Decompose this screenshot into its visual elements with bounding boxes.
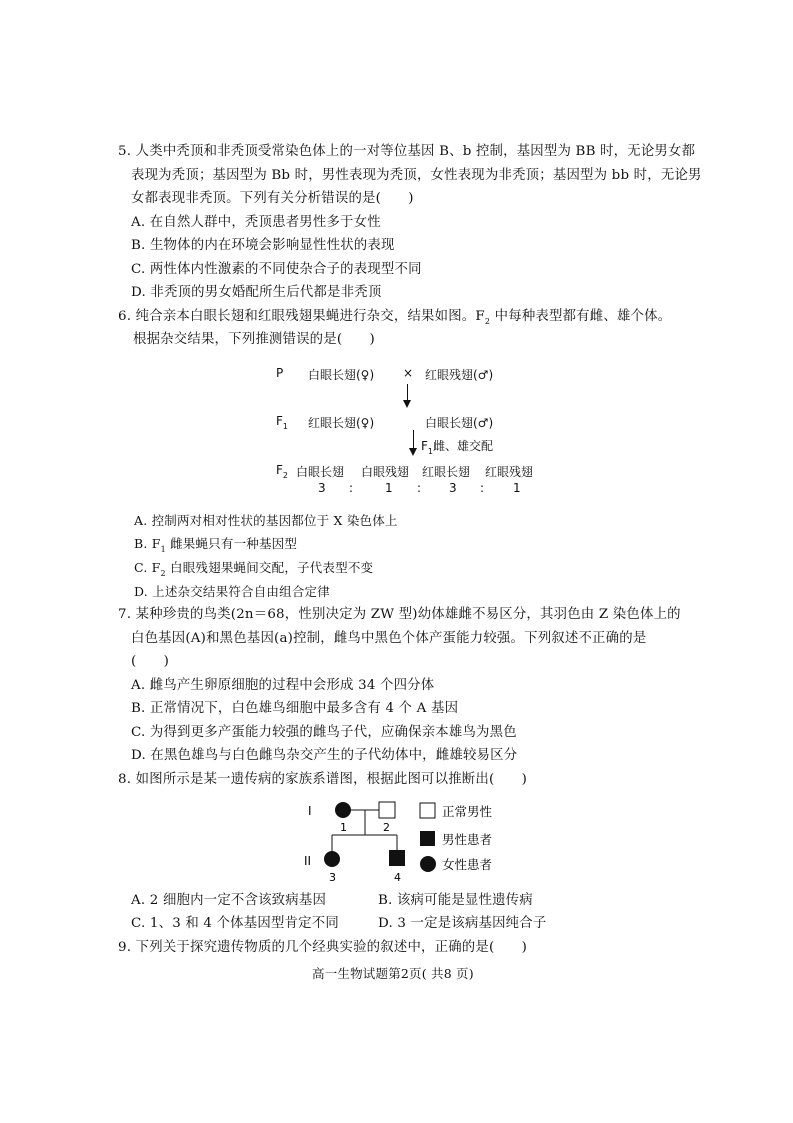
page-footer: 高一生物试题第2页( 共8 页) (312, 966, 474, 981)
f2-ratio-colon: : (349, 481, 354, 495)
q8-stem-line1: 8. 如图所示是某一遗传病的家族系谱图，根据此图可以推断出( ) (118, 772, 528, 787)
q8-option-a: A. 2 细胞内一定不含该致病基因 (131, 893, 327, 908)
p-female-phenotype: 白眼长翅(♀) (308, 368, 375, 382)
f1-cross-note-text-2: 雌、雄交配 (433, 439, 494, 453)
arrow-f1-to-f2 (413, 430, 414, 450)
q6-stem-sub: 2 (484, 317, 491, 326)
f2-generation-label (276, 463, 288, 480)
q7-stem-line3: ( ) (131, 654, 170, 669)
generation-ii-label: II (304, 854, 312, 868)
f2-ratio-value: 3 (449, 481, 457, 495)
f2-phenotype: 红眼残翅 (485, 465, 534, 479)
q5-option-b: B. 生物体的内在环境会影响显性性状的表现 (131, 238, 395, 253)
individual-3-affected-female (324, 851, 340, 867)
q5-stem-line1: 5. 人类中秃顶和非秃顶受常染色体上的一对等位基因 B、b 控制，基因型为 BB 时，无论男女都 (118, 144, 696, 159)
q6-option-c-sub: 2 (160, 569, 166, 578)
q5-stem-line3: 女都表现非秃顶。下列有关分析错误的是( ) (131, 191, 414, 206)
legend-normal-male-label: 正常男性 (442, 804, 493, 819)
q6-option-a: A. 控制两对相对性状的基因都位于 X 染色体上 (134, 513, 398, 528)
q7-option-a: A. 雌鸟产生卵原细胞的过程中会形成 34 个四分体 (131, 678, 435, 693)
f2-ratio-value: 1 (513, 481, 521, 495)
cross-symbol: × (403, 366, 414, 380)
q6-stem-line2: 根据杂交结果，下列推测错误的是( ) (133, 332, 375, 347)
individual-1-number: 1 (340, 821, 347, 834)
q5-option-a: A. 在自然人群中，秃顶患者男性多于女性 (131, 215, 381, 230)
individual-2-normal-male (379, 802, 395, 818)
f1-female-phenotype: 红眼长翅(♀) (308, 416, 375, 430)
q6-option-d: D. 上述杂交结果符合自由组合定律 (134, 584, 330, 599)
individual-4-number: 4 (394, 871, 401, 884)
q5-option-d: D. 非秃顶的男女婚配所生后代都是非秃顶 (131, 285, 382, 300)
f2-phenotype: 白眼残翅 (361, 465, 410, 479)
legend-normal-male-icon (420, 803, 435, 818)
arrow-head-icon (403, 400, 411, 408)
f2-phenotype: 红眼长翅 (422, 465, 471, 479)
q5-stem-line2: 表现为秃顶；基因型为 Bb 时，男性表现为秃顶，女性表现为非秃顶；基因型为 bb 时，无论男 (131, 168, 702, 183)
f1-generation-label (276, 414, 288, 431)
q7-option-b: B. 正常情况下，白色雄鸟细胞中最多含有 4 个 A 基因 (131, 701, 459, 716)
f1-male-phenotype: 白眼长翅(♂) (425, 416, 494, 430)
q7-stem-line2: 白色基因(A)和黑色基因(a)控制，雌鸟中黑色个体产蛋能力较强。下列叙述不正确的是 (131, 631, 647, 646)
q6-option-c-text-2: 白眼残翅果蝇间交配，子代表型不变 (165, 560, 374, 575)
q7-option-d: D. 在黑色雄鸟与白色雌鸟杂交产生的子代幼体中，雌雄较易区分 (131, 748, 518, 763)
q8-option-d: D. 3 一定是该病基因纯合子 (378, 916, 547, 931)
q6-option-b-text-2: 雌果蝇只有一种基因型 (165, 536, 298, 551)
f2-ratio-value: 3 (318, 481, 326, 495)
f1-cross-note-sub: 1 (427, 447, 433, 456)
f1-label-text: F (276, 414, 283, 428)
individual-3-number: 3 (329, 871, 336, 884)
f2-ratio-colon: : (417, 481, 422, 495)
q6-option-c (134, 559, 373, 579)
q5-option-c: C. 两性体内性激素的不同使杂合子的表现型不同 (131, 262, 422, 277)
q6-option-b-sub: 1 (160, 545, 166, 554)
f1-cross-note (421, 437, 493, 454)
legend-affected-male-icon (420, 831, 435, 846)
q7-stem-line1: 7. 某种珍贵的鸟类(2n＝68，性别决定为 ZW 型)幼体雄雌不易区分，其羽色由 Z 染色体上的 (118, 607, 681, 622)
f1-label-sub: 1 (282, 422, 288, 431)
individual-2-number: 2 (383, 821, 390, 834)
q6-stem-line1 (118, 308, 671, 327)
q6-option-b-text: B. F (134, 536, 161, 551)
arrow-head-icon (409, 448, 417, 456)
q6-option-b (134, 535, 297, 555)
q8-option-b: B. 该病可能是显性遗传病 (378, 893, 533, 908)
generation-i-label: I (308, 804, 312, 818)
q7-option-c: C. 为得到更多产蛋能力较强的雌鸟子代，应确保亲本雄鸟为黑色 (131, 725, 517, 740)
p-generation-label: P (276, 366, 284, 380)
f2-label-text: F (276, 463, 283, 477)
f2-ratio-value: 1 (385, 481, 393, 495)
f2-phenotype: 白眼长翅 (296, 465, 345, 479)
legend-affected-female-label: 女性患者 (442, 857, 493, 872)
individual-4-affected-male (389, 850, 405, 866)
q6-option-c-text: C. F (134, 560, 161, 575)
q9-stem-line1: 9. 下列关于探究遗传物质的几个经典实验的叙述中，正确的是( ) (118, 940, 528, 955)
pedigree-chart (300, 795, 510, 887)
individual-1-affected-female (335, 802, 351, 818)
f2-label-sub: 2 (282, 471, 288, 480)
p-male-phenotype: 红眼残翅(♂) (425, 368, 494, 382)
f1-cross-note-text: F (421, 439, 428, 453)
q6-stem-text: 6. 纯合亲本白眼长翅和红眼残翅果蝇进行杂交，结果如图。F (118, 309, 485, 324)
legend-affected-female-icon (420, 856, 436, 872)
q6-stem-text-2: 中每种表型都有雌、雄个体。 (490, 309, 672, 324)
legend-affected-male-label: 男性患者 (442, 832, 493, 847)
q8-option-c: C. 1、3 和 4 个体基因型肯定不同 (131, 916, 339, 931)
f2-ratio-colon: : (480, 481, 485, 495)
